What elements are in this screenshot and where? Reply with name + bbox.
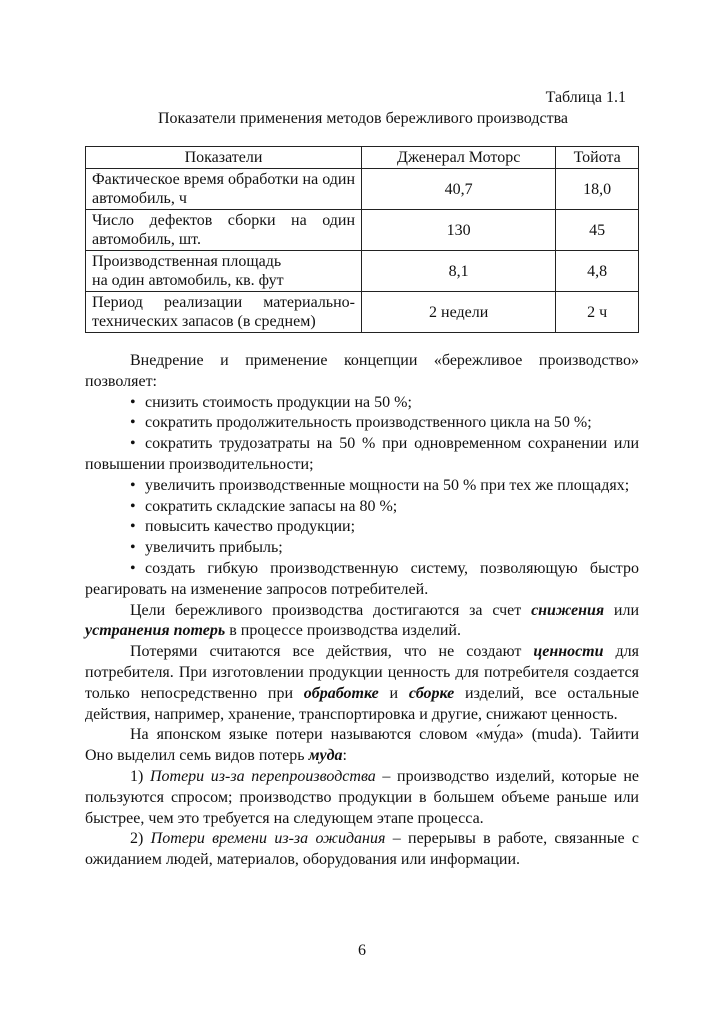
- bullet-item: [85, 559, 639, 601]
- bullet-text: создать гибкую производственную систему, позволяющую быстро реагировать на изменение запросов потребителей.: [85, 559, 639, 598]
- bullet-item: [85, 413, 639, 434]
- text-run: Потерями считаются все действия, что не создают: [130, 643, 534, 661]
- losses-paragraph: [85, 642, 639, 725]
- table-number: Таблица 1.1: [545, 89, 626, 106]
- bullet-text: сократить складские запасы на 80 %;: [145, 497, 398, 515]
- table-header-cell: Дженерал Моторс: [362, 147, 556, 169]
- bullet-icon: •: [130, 414, 136, 432]
- row-label: Фактическое время обработки на один автомобиль, ч: [86, 169, 362, 210]
- bullet-icon: •: [130, 476, 136, 494]
- text-run: На японском языке потери называются словом «му́да» (muda). Тайити Оно выделил семь видов потерь: [85, 726, 639, 765]
- toyota-value: 45: [556, 210, 639, 251]
- text-run: или: [604, 601, 640, 619]
- row-label: Период реализации материально-технических запасов (в среднем): [86, 292, 362, 333]
- emphasis: обработке: [303, 684, 379, 702]
- goals-paragraph: [85, 601, 639, 643]
- bullet-text: повысить качество продукции;: [145, 518, 356, 536]
- row-label-line: Производственная площадь: [92, 253, 282, 270]
- bullet-item: [85, 517, 639, 538]
- row-label: [86, 251, 362, 292]
- text-run: Цели бережливого производства достигаются за счет: [130, 601, 532, 619]
- table-header-row: [86, 147, 639, 169]
- emphasis: сборке: [408, 684, 455, 702]
- bullet-text: увеличить производственные мощности на 50 % при тех же площадях;: [145, 476, 630, 494]
- emphasis: муда: [308, 747, 343, 765]
- bullet-icon: •: [130, 497, 136, 515]
- text-run: :: [342, 747, 347, 765]
- item-number: 1): [130, 767, 150, 785]
- gm-value: 130: [362, 210, 556, 251]
- emphasis: устранения потерь: [85, 622, 226, 640]
- bullet-icon: •: [130, 539, 136, 557]
- item-number: 2): [130, 830, 151, 848]
- table-row: [86, 169, 639, 210]
- indicators-table: [85, 146, 639, 333]
- intro-paragraph: Внедрение и применение концепции «бережливое производство» позволяет:: [85, 352, 639, 390]
- bullet-icon: •: [130, 559, 136, 577]
- row-label: Число дефектов сборки на один автомобиль, шт.: [86, 210, 362, 251]
- text-run: – производство изделий, которые не пользуются спросом; производство продукции в большем объеме раньше или быстрее, чем это требуется на следующем этапе процесса.: [85, 767, 639, 827]
- text-run: изделий, все остальные действия, например, хранение, транспортировка и другие, снижают ценность.: [85, 684, 639, 723]
- toyota-value: 4,8: [556, 251, 639, 292]
- muda-paragraph: [85, 725, 639, 767]
- bullet-item: [85, 434, 639, 476]
- text-run: для потребителя. При изготовлении продукции ценность для потребителя создается только непосредственно при: [85, 643, 640, 702]
- bullet-text: сократить продолжительность производственного цикла на 50 %;: [145, 414, 592, 432]
- table-row: [86, 292, 639, 333]
- item-term: Потери времени из-за ожидания: [150, 830, 386, 848]
- row-label-line: на один автомобиль, кв. фут: [92, 272, 284, 289]
- page-number: 6: [358, 942, 366, 959]
- bullet-item: [85, 393, 639, 414]
- bullet-text: увеличить прибыль;: [145, 539, 283, 557]
- toyota-value: 18,0: [556, 169, 639, 210]
- table-header-cell: Тойота: [556, 147, 639, 169]
- body-text: [85, 351, 639, 871]
- item-term: Потери из-за перепроизводства: [149, 767, 376, 785]
- table-row: [86, 251, 639, 292]
- bullet-text: сократить трудозатраты на 50 % при одновременном сохранении или повышении производительности;: [85, 435, 639, 473]
- emphasis: ценности: [533, 643, 604, 661]
- toyota-value: 2 ч: [556, 292, 639, 333]
- bullet-item: [85, 476, 639, 497]
- bullet-icon: •: [130, 393, 136, 411]
- table-title: Показатели применения методов бережливого производства: [157, 110, 569, 127]
- gm-value: 8,1: [362, 251, 556, 292]
- gm-value: 2 недели: [362, 292, 556, 333]
- bullet-item: [85, 497, 639, 518]
- emphasis: снижения: [531, 601, 605, 619]
- bullet-icon: •: [130, 435, 136, 453]
- table-header-cell: Показатели: [86, 147, 362, 169]
- list-item-1: [85, 767, 639, 829]
- text-run: – перерывы в работе, связанные с ожиданием людей, материалов, оборудования или информации.: [85, 830, 640, 869]
- text-run: и: [378, 684, 409, 702]
- text-run: в процессе производства изделий.: [225, 622, 461, 640]
- list-item-2: [85, 829, 639, 871]
- bullet-item: [85, 538, 639, 559]
- bullet-text: снизить стоимость продукции на 50 %;: [145, 393, 412, 411]
- bullet-icon: •: [130, 518, 136, 536]
- table-row: [86, 210, 639, 251]
- gm-value: 40,7: [362, 169, 556, 210]
